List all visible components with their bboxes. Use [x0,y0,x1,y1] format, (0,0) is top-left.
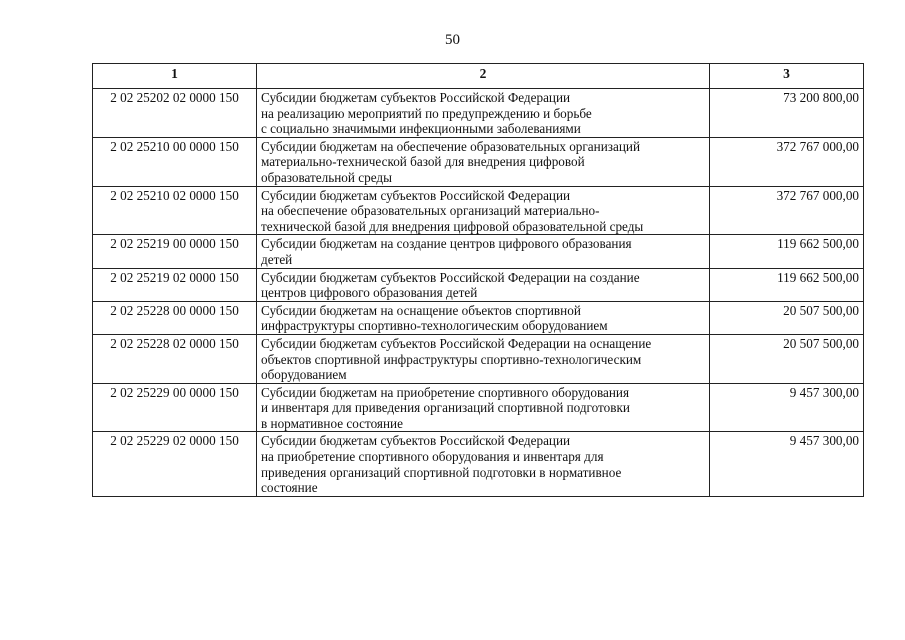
column-header-code: 1 [93,64,257,89]
budget-description: Субсидии бюджетам на оснащение объектов спортивной инфраструктуры спортивно-технологическим оборудованием [257,301,710,334]
budget-amount: 372 767 000,00 [710,186,864,235]
budget-description: Субсидии бюджетам субъектов Российской Федерации на реализацию мероприятий по предупреждению и борьбе с социально значимыми инфекционными заболеваниями [257,89,710,138]
table-header-row [93,64,864,89]
table-row [93,186,864,235]
budget-code: 2 02 25229 00 0000 150 [93,383,257,432]
table-row [93,432,864,496]
budget-amount: 119 662 500,00 [710,235,864,268]
page-number: 50 [445,32,460,48]
table-row [93,235,864,268]
budget-description: Субсидии бюджетам на создание центров цифрового образования детей [257,235,710,268]
budget-amount: 20 507 500,00 [710,334,864,383]
budget-amount: 9 457 300,00 [710,383,864,432]
budget-code: 2 02 25229 02 0000 150 [93,432,257,496]
budget-amount: 119 662 500,00 [710,268,864,301]
table-row [93,334,864,383]
table-row [93,137,864,186]
budget-description: Субсидии бюджетам субъектов Российской Федерации на оснащение объектов спортивной инфраструктуры спортивно-технологическим оборудованием [257,334,710,383]
budget-amount: 9 457 300,00 [710,432,864,496]
budget-description: Субсидии бюджетам субъектов Российской Федерации на создание центров цифрового образования детей [257,268,710,301]
budget-description: Субсидии бюджетам субъектов Российской Федерации на обеспечение образовательных организаций материально- технической базой для внедрения цифровой образовательной среды [257,186,710,235]
column-header-amount: 3 [710,64,864,89]
budget-code: 2 02 25228 02 0000 150 [93,334,257,383]
budget-description: Субсидии бюджетам субъектов Российской Федерации на приобретение спортивного оборудования и инвентаря для приведения организаций спортивной подготовки в нормативное состояние [257,432,710,496]
table-row [93,89,864,138]
budget-code: 2 02 25219 00 0000 150 [93,235,257,268]
budget-code: 2 02 25210 02 0000 150 [93,186,257,235]
budget-amount: 20 507 500,00 [710,301,864,334]
budget-table [92,63,864,497]
budget-code: 2 02 25210 00 0000 150 [93,137,257,186]
table-row [93,301,864,334]
budget-amount: 372 767 000,00 [710,137,864,186]
budget-description: Субсидии бюджетам на приобретение спортивного оборудования и инвентаря для приведения организаций спортивной подготовки в нормативное состояние [257,383,710,432]
table-row [93,383,864,432]
budget-code: 2 02 25202 02 0000 150 [93,89,257,138]
column-header-description: 2 [257,64,710,89]
budget-code: 2 02 25228 00 0000 150 [93,301,257,334]
budget-code: 2 02 25219 02 0000 150 [93,268,257,301]
budget-description: Субсидии бюджетам на обеспечение образовательных организаций материально-технической базой для внедрения цифровой образовательной среды [257,137,710,186]
budget-amount: 73 200 800,00 [710,89,864,138]
table-row [93,268,864,301]
